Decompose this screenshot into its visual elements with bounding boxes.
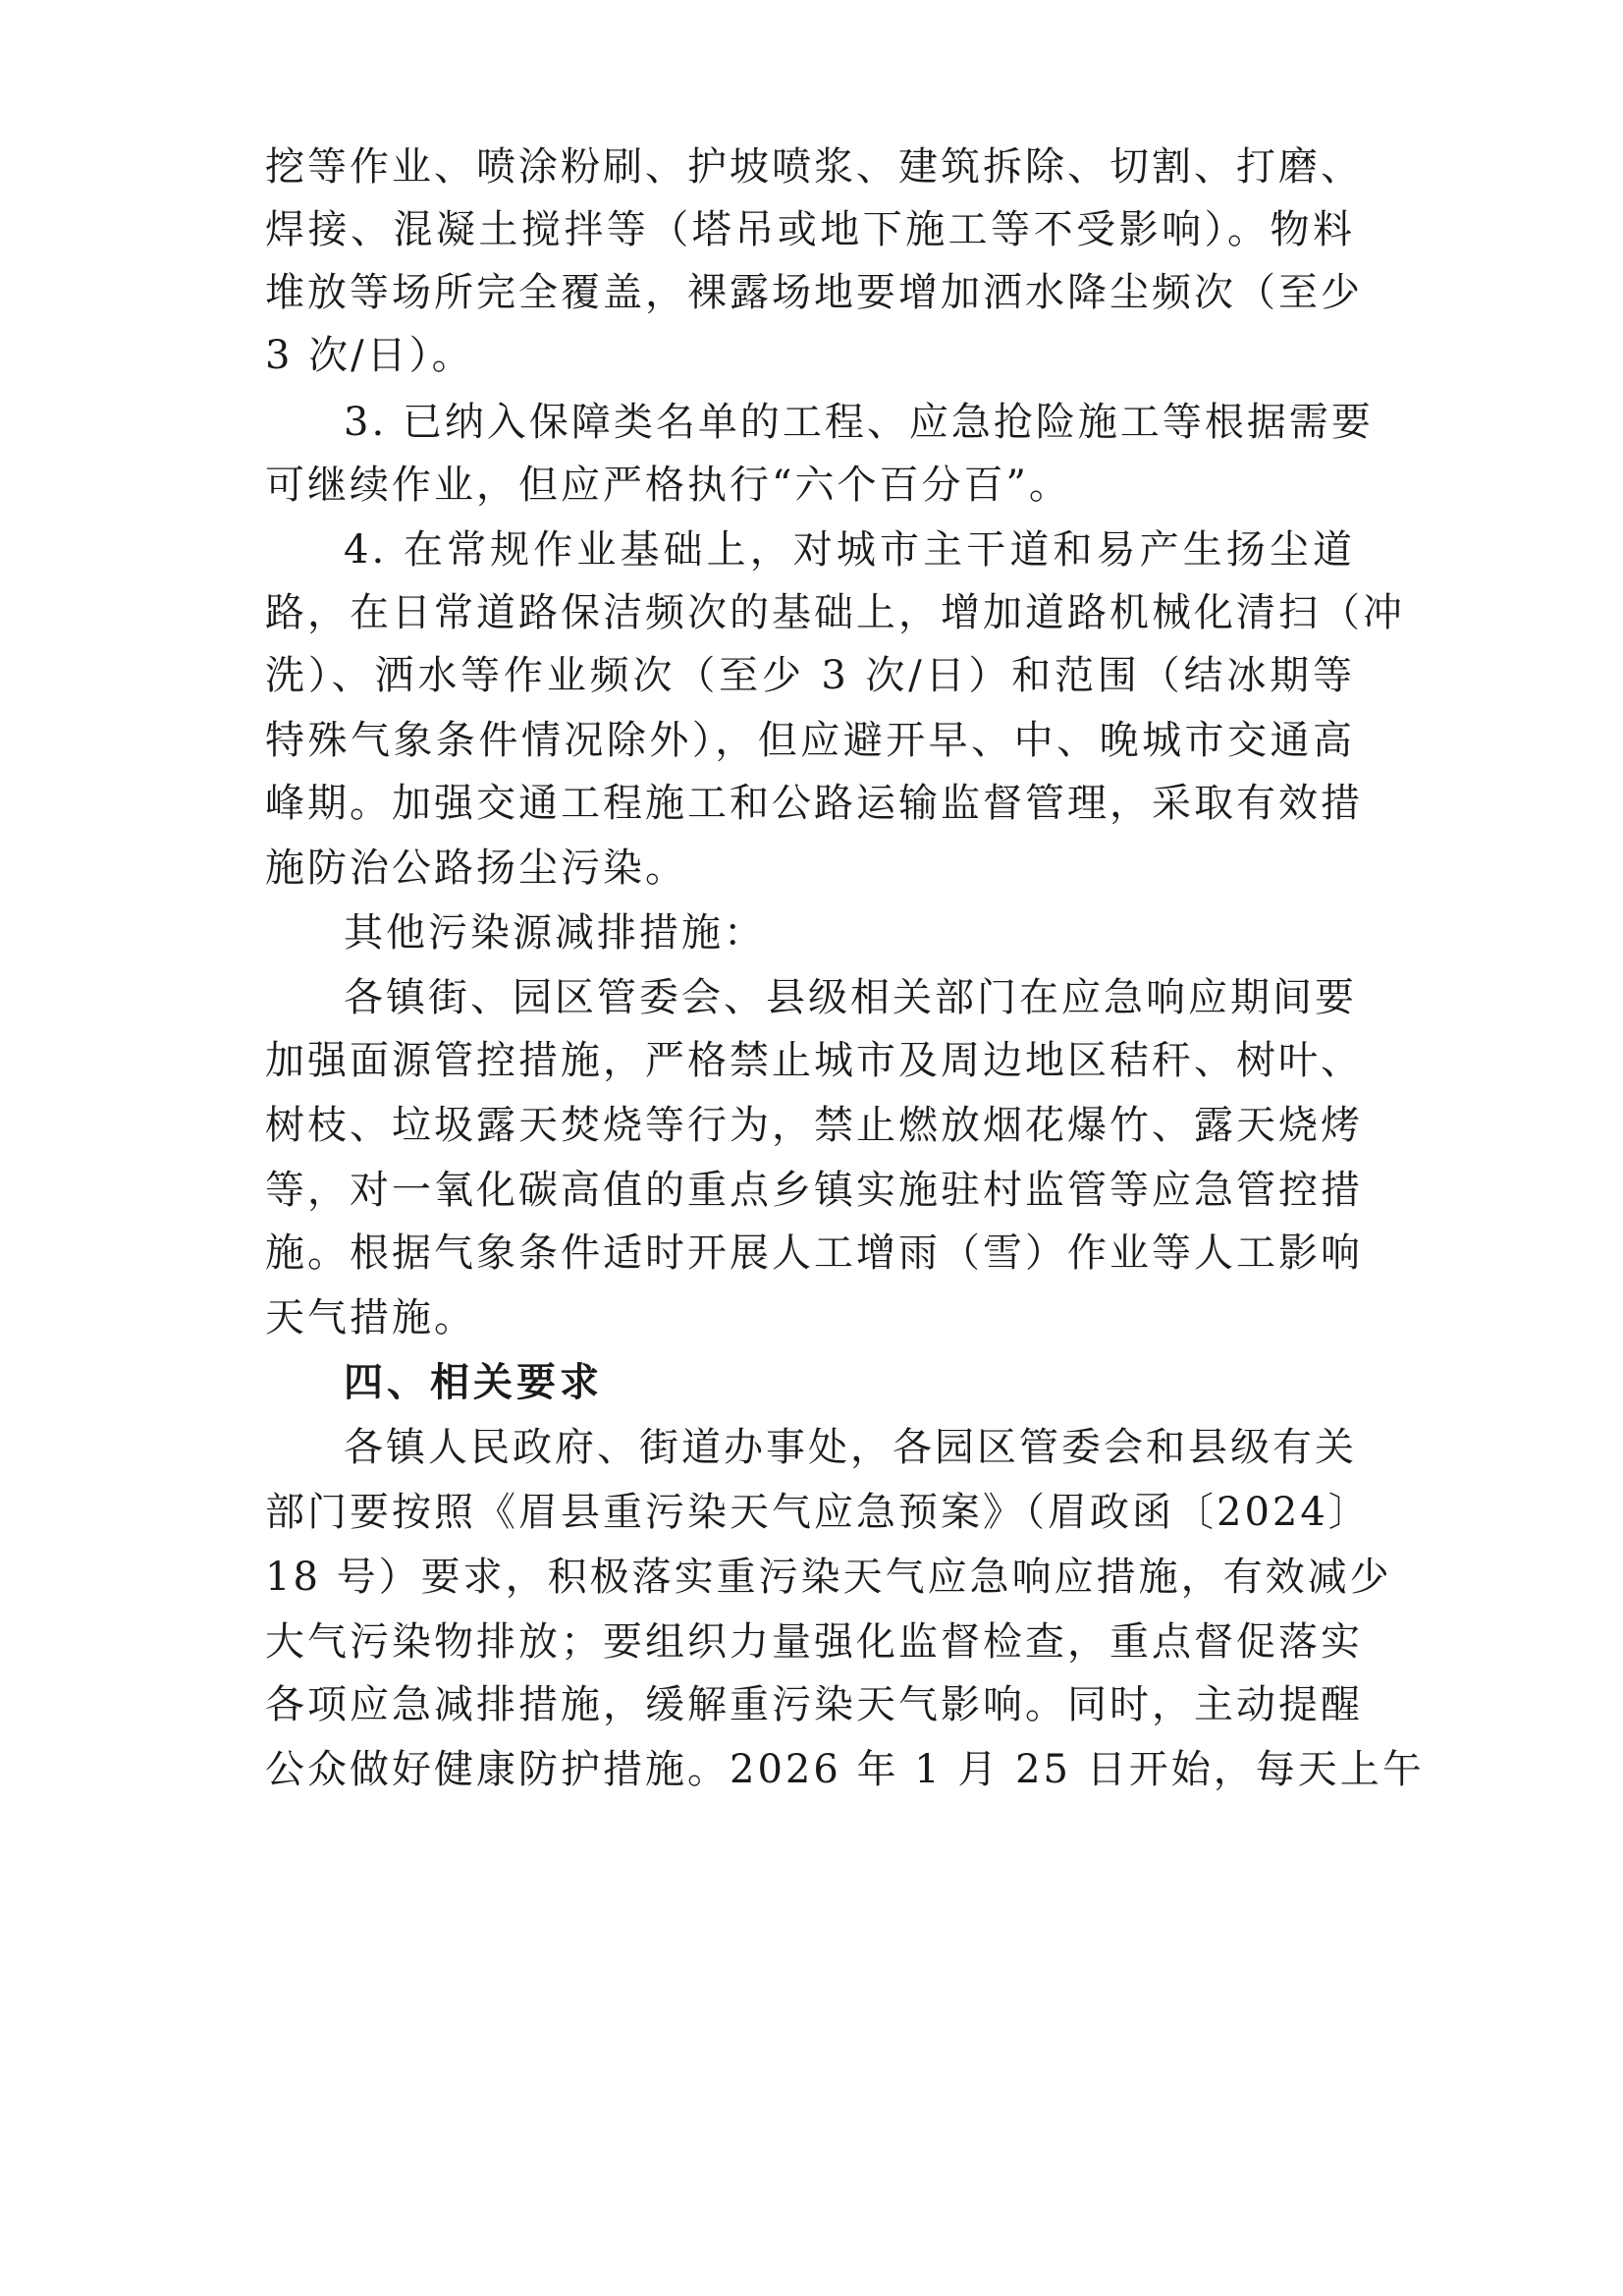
body-text-line: 峰期。加强交通工程施工和公路运输监督管理，采取有效措 [265, 781, 1363, 826]
section-label: 其他污染源减排措施： [344, 910, 766, 956]
section-heading: 四、相关要求 [344, 1360, 603, 1405]
body-text-line: 各项应急减排措施，缓解重污染天气影响。同时，主动提醒 [265, 1682, 1363, 1727]
body-text-line: 3. 已纳入保障类名单的工程、应急抢险施工等根据需要 [344, 400, 1374, 445]
body-text-line: 施防治公路扬尘污染。 [265, 846, 687, 891]
body-text-line: 洗）、洒水等作业频次（至少 3 次/日）和范围（结冰期等 [265, 653, 1355, 698]
body-text-line: 天气措施。 [265, 1295, 476, 1340]
body-text-line: 焊接、混凝土搅拌等（塔吊或地下施工等不受影响）。物料 [265, 207, 1355, 252]
body-text-line: 挖等作业、喷涂粉刷、护坡喷浆、建筑拆除、切割、打磨、 [265, 144, 1363, 190]
body-text-line: 可继续作业，但应严格执行“六个百分百”。 [265, 463, 1071, 508]
body-text-line: 各镇人民政府、街道办事处，各园区管委会和县级有关 [344, 1425, 1357, 1470]
body-text-line: 加强面源管控措施，严格禁止城市及周边地区秸秆、树叶、 [265, 1038, 1363, 1083]
body-text-line: 路，在日常道路保洁频次的基础上，增加道路机械化清扫（冲 [265, 590, 1405, 635]
body-text-line: 18 号）要求，积极落实重污染天气应急响应措施，有效减少 [265, 1555, 1392, 1600]
body-text-line: 公众做好健康防护措施。2026 年 1 月 25 日开始，每天上午 [265, 1747, 1425, 1792]
body-text-line: 3 次/日）。 [265, 333, 474, 378]
body-text-line: 树枝、垃圾露天焚烧等行为，禁止燃放烟花爆竹、露天烧烤 [265, 1103, 1363, 1148]
body-text-line: 施。根据气象条件适时开展人工增雨（雪）作业等人工影响 [265, 1230, 1363, 1276]
body-text-line: 大气污染物排放；要组织力量强化监督检查，重点督促落实 [265, 1619, 1363, 1665]
body-text-line: 等，对一氧化碳高值的重点乡镇实施驻村监管等应急管控措 [265, 1168, 1363, 1213]
body-text-line: 各镇街、园区管委会、县级相关部门在应急响应期间要 [344, 975, 1357, 1020]
body-text-line: 部门要按照《眉县重污染天气应急预案》（眉政函〔2024〕 [265, 1490, 1371, 1535]
body-text-line: 堆放等场所完全覆盖，裸露场地要增加洒水降尘频次（至少 [265, 270, 1363, 315]
body-text-line: 4. 在常规作业基础上，对城市主干道和易产生扬尘道 [344, 527, 1355, 573]
body-text-line: 特殊气象条件情况除外），但应避开早、中、晚城市交通高 [265, 718, 1355, 763]
